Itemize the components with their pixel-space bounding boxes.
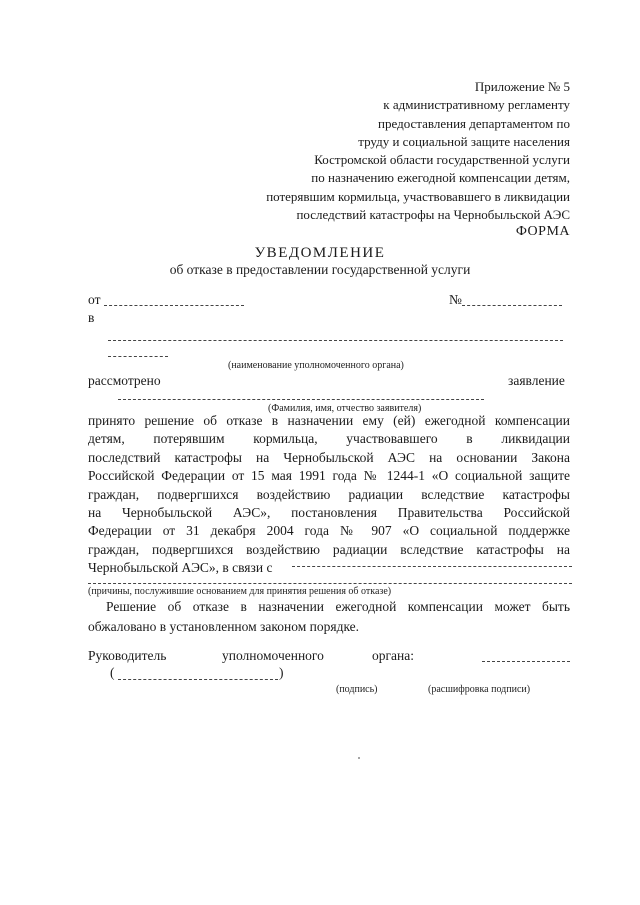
from-label: от bbox=[88, 292, 101, 307]
decision-line: детям, потерявшим кормильца, участвовавшего в ликвидации bbox=[88, 431, 570, 447]
appendix-line: к административному регламенту bbox=[383, 97, 570, 113]
appendix-header bbox=[266, 78, 570, 224]
decision-line: Федерации от 31 декабря 2004 года № 907 «О социальной поддержке bbox=[88, 523, 570, 539]
reviewed-label: рассмотрено bbox=[88, 373, 161, 388]
reasons-field-line[interactable] bbox=[292, 566, 572, 567]
signature-field-line[interactable] bbox=[482, 661, 570, 662]
head-label: Руководитель bbox=[88, 648, 167, 663]
appendix-line: по назначению ежегодной компенсации детям, bbox=[311, 170, 570, 186]
decision-line: принято решение об отказе в назначении ему (ей) ежегодной компенсации bbox=[88, 413, 570, 428]
appendix-line: предоставления департаментом по bbox=[378, 115, 570, 131]
number-label: № bbox=[449, 292, 462, 307]
name-field-line[interactable] bbox=[118, 679, 278, 680]
appendix-line: Костромской области государственной услуги bbox=[314, 152, 570, 168]
organ-label: органа: bbox=[372, 648, 414, 663]
paren-close: ) bbox=[279, 665, 284, 680]
appendix-line: Приложение № 5 bbox=[474, 79, 570, 94]
document-title: УВЕДОМЛЕНИЕ bbox=[254, 245, 386, 261]
applicant-caption: (Фамилия, имя, отчество заявителя) bbox=[268, 403, 422, 414]
decision-line: последствий катастрофы на Чернобыльской АЭС на основании Закона bbox=[88, 449, 570, 465]
authority-label: уполномоченного bbox=[222, 648, 324, 663]
authority-field-line-2[interactable] bbox=[108, 356, 168, 357]
decision-paragraph bbox=[88, 412, 570, 578]
appendix-line: потерявшим кормильца, участвовавшего в ликвидации bbox=[266, 188, 570, 204]
reasons-caption: (причины, послужившие основанием для принятия решения об отказе) bbox=[88, 586, 392, 597]
appendix-line: труду и социальной защите населения bbox=[358, 133, 570, 149]
decision-line: Российской Федерации от 15 мая 1991 года № 1244-1 «О социальной защите bbox=[88, 468, 570, 484]
authority-field-line[interactable] bbox=[108, 340, 563, 341]
appeal-line: Решение об отказе в назначении ежегодной компенсации может быть bbox=[106, 599, 570, 614]
application-label: заявление bbox=[508, 373, 565, 388]
decode-caption: (расшифровка подписи) bbox=[428, 684, 531, 695]
signature-caption: (подпись) bbox=[336, 684, 378, 695]
paren-open: ( bbox=[110, 665, 115, 680]
appeal-paragraph bbox=[88, 597, 570, 637]
applicant-field-line[interactable] bbox=[118, 399, 484, 400]
document-subtitle: об отказе в предоставлении государственной услуги bbox=[169, 262, 471, 277]
reasons-field-line-2[interactable] bbox=[88, 583, 572, 584]
to-label: в bbox=[88, 310, 95, 325]
date-field-line[interactable] bbox=[104, 305, 244, 306]
decision-line: граждан, подвергшихся воздействию радиации вследствие катастрофы bbox=[88, 486, 570, 502]
number-field-line[interactable] bbox=[462, 305, 562, 306]
form-label: ФОРМА bbox=[515, 224, 570, 239]
authority-caption: (наименование уполномоченного органа) bbox=[228, 360, 404, 371]
scan-speck bbox=[358, 757, 360, 759]
decision-line: на Чернобыльской АЭС», постановления Правительства Российской bbox=[88, 504, 570, 520]
decision-line: граждан, подвергшихся воздействию радиации вследствие катастрофы на bbox=[88, 541, 570, 557]
decision-line: Чернобыльской АЭС», в связи с bbox=[88, 560, 273, 576]
appendix-line: последствий катастрофы на Чернобыльской АЭС bbox=[296, 207, 570, 223]
appeal-line: обжаловано в установленном законом порядке. bbox=[88, 619, 360, 634]
